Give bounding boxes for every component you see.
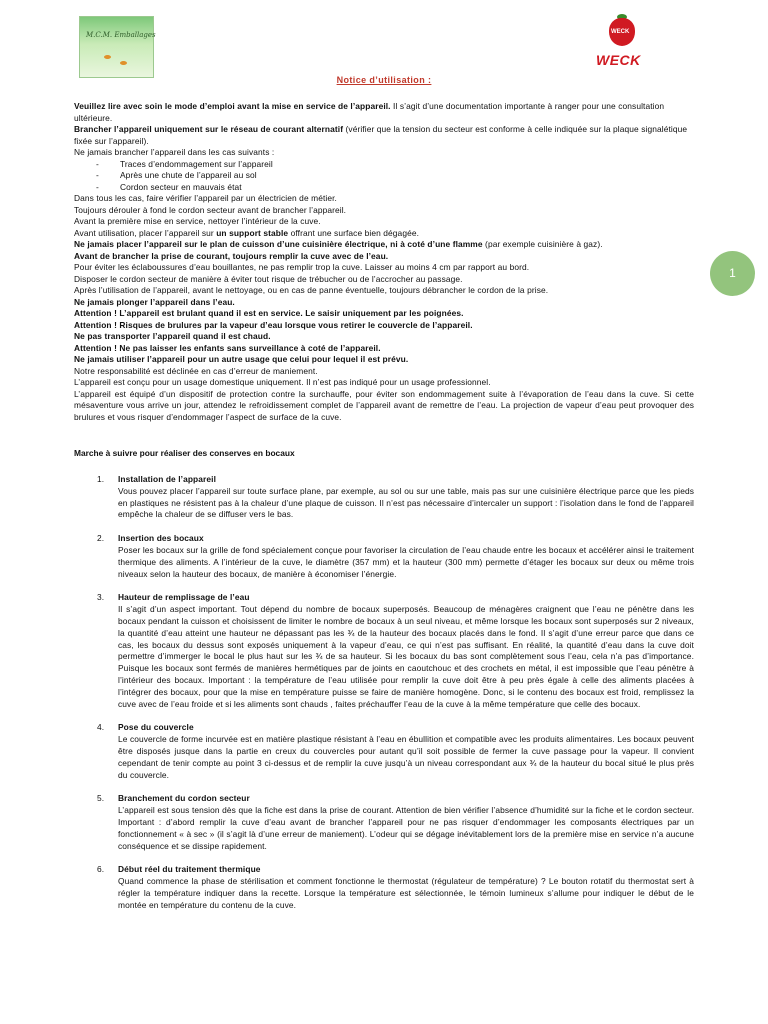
paragraph: L’appareil est conçu pour un usage domestique uniquement. Il n’est pas indiqué pour un usage professionnel. [74, 377, 491, 387]
step-heading: Branchement du cordon secteur [118, 793, 250, 804]
logo-brand-text: WECK [596, 52, 641, 68]
paragraph: L’appareil est équipé d’un dispositif de protection contre la surchauffe, pour éviter son endommagement suite à l’évaporation de l’eau dans la cuve. Si cette mésaventure vous arrive un jour, attendez le refroidissement complet de l’appareil avant de remettre de l’eau. La projection de vapeur d’eau peut provoquer des brulures et vous risquer d’endommager l’aspect de surface de la cuve. [74, 388, 694, 422]
step-number: 3. [97, 592, 105, 603]
warning-line: Attention ! L’appareil est brulant quand il est en service. Le saisir uniquement par les poignées. [74, 308, 464, 318]
step-number: 4. [97, 722, 105, 733]
step-number: 5. [97, 793, 105, 804]
step-heading: Hauteur de remplissage de l’eau [118, 592, 250, 603]
condition-list [74, 159, 694, 194]
bold-text: Brancher l’appareil uniquement sur le réseau de courant alternatif [74, 124, 344, 134]
section-title: Marche à suivre pour réaliser des conserves en bocaux [74, 448, 295, 458]
step-item [97, 864, 694, 911]
step-item [97, 722, 694, 781]
warning-line: Attention ! Ne pas laisser les enfants sans surveillance à coté de l’appareil. [74, 342, 381, 353]
paragraph: Avant de brancher la prise de courant, toujours remplir la cuve avec de l’eau. [74, 250, 389, 261]
step-text: Quand commence la phase de stérilisation et comment fonctionne le thermostat (régulateur de température) ? Le bouton rotatif du thermostat sert à régler la température indiquer dans la recette. Lorsque la température est sélectionnée, le témoin lumineux s’allume pour indiquer le début de le montée en température du contenu de la cuve. [118, 876, 694, 910]
paragraph: Après l’utilisation de l’appareil, avant le nettoyage, ou en cas de panne éventuelle, toujours débrancher le cordon de la prise. [74, 285, 549, 295]
step-heading: Début réel du traitement thermique [118, 864, 261, 875]
text: Il s’agit d’une documentation importante à ranger pour une consultation ultérieure. [74, 101, 665, 123]
step-text: Il s’agit d’un aspect important. Tout dépend du nombre de bocaux superposés. Beaucoup de ménagères craignent que l’eau ne pénètre dans les bocaux pendant la cuisson et choisissent de limiter le nombre de bocaux à un seul niveau, et même lorsque les bocaux sont superposés sur 2 niveaux, la quantité d’eau atteint une hauteur ne dépassant pas les ¾ de la hauteur des bocaux placés dans le fond. Il s’agit d’une erreur parce que dans ce cas, les bocaux du dessus sont exposés uniquement à la vapeur d’eau, ce qui n’est pas suffisant. En réalité, la quantité d’eau dans la cuve doit permettre d’immerger le bocal le plus haut sur les ¾ de sa hauteur. Si les bocaux du bas sont complètement sous l’eau, cela n’a pas d’importance. Puisque les bocaux sont fermés de manières hermétiques par de joints en caoutchouc et des crochets en métal, il est impossible que l’eau pénètre à l’intérieur des bocaux. Important : la température de l’eau utilisée pour remplir la cuve doit être à peu près égale à celle des aliments placées à l’intégrer des bocaux, pour que la mise en température puisse se faire de manière homogène. Donc, si le contenu des bocaux est froid, remplissez la cuve avec de l’eau froide et si les aliments sont chauds , faites préchauffer l’eau de la cuve à la même température que celle des bocaux. [118, 604, 694, 709]
intro-text [74, 101, 694, 423]
mcm-emballages-logo [79, 16, 154, 78]
list-item: - Traces d’endommagement sur l’appareil [96, 158, 273, 169]
paragraph [74, 124, 694, 147]
goldfish-icon [104, 55, 111, 59]
step-text: L’appareil est sous tension dès que la fiche est dans la prise de courant. Attention de bien vérifier l’absence d’humidité sur la fiche et le cordon secteur. Important : d’abord remplir la cuve d’eau avant de brancher l’appareil pour ne pas risquer d’endommager les composants électriques par un fonctionnement « à sec » (il s’agit là d’une erreur de maniement). L’odeur qui se dégage inévitablement lors de la première mise en service n’a aucune conséquence et se dissipe rapidement. [118, 805, 694, 851]
step-number: 1. [97, 474, 105, 484]
step-item [97, 793, 694, 852]
step-text: Vous pouvez placer l’appareil sur toute surface plane, par exemple, au sol ou sur une table, mais pas sur une cuisinière électrique parce que les pieds en plastiques ne résistent pas à la chaleur d’une plaque de cuisson. Il n’est pas nécessaire d’intercaler un support : l’isolation dans le fond de l’appareil empêche la chaleur de se diffuser vers le bas. [118, 485, 694, 520]
paragraph: Dans tous les cas, faire vérifier l’appareil par un électricien de métier. [74, 193, 337, 203]
step-text: Le couvercle de forme incurvée est en matière plastique résistant à l’eau en ébullition et compatible avec les produits alimentaires. Les bocaux peuvent être disposés jusque dans la partie en creux du couvercles pour autant qu’il soit possible de fermer la cuve passage pour la vapeur. Il convient cependant de tenir compte au point 3 ci-dessus et de remplir la cuve jusqu’à un niveau correspondant aux ¾ de la hauteur du bocal situé le plus près du couvercle. [118, 734, 694, 780]
paragraph: Avant la première mise en service, nettoyer l’intérieur de la cuve. [74, 216, 321, 226]
paragraph: Ne jamais placer l’appareil sur le plan de cuisson d’une cuisinière électrique, ni à coté d’une flamme (par exemple cuisinière à gaz). [74, 239, 603, 249]
paragraph: Notre responsabilité est déclinée en cas d’erreur de maniement. [74, 365, 318, 376]
page-title: Notice d’utilisation : [336, 75, 432, 85]
step-heading: Insertion des bocaux [118, 533, 204, 544]
step-heading: Pose du couvercle [118, 722, 194, 733]
bold-text: Veuillez lire avec soin le mode d’emploi avant la mise en service de l’appareil. [74, 101, 391, 111]
paragraph: Toujours dérouler à fond le cordon secteur avant de brancher l’appareil. [74, 204, 347, 215]
warning-line: Ne jamais plonger l’appareil dans l’eau. [74, 296, 235, 307]
paragraph [74, 101, 694, 124]
paragraph: Disposer le cordon secteur de manière à éviter tout risque de trébucher ou de l’accrocher au passage. [74, 273, 463, 284]
goldfish-icon [120, 61, 127, 65]
list-item: - Après une chute de l’appareil au sol [96, 170, 257, 180]
logo-left-text: M.C.M. Emballages [86, 31, 156, 39]
list-item: - Cordon secteur en mauvais état [96, 181, 242, 192]
warning-line: Attention ! Risques de brulures par la vapeur d’eau lorsque vous retirer le couvercle de l’appareil. [74, 319, 473, 330]
steps-list [97, 474, 694, 924]
step-number: 2. [97, 533, 105, 544]
step-text: Poser les bocaux sur la grille de fond spécialement conçue pour favoriser la circulation de l’eau chaude entre les bocaux et accélérer ainsi le traitement thermique des aliments. A l’intérieur de la cuve, le diamètre (357 mm) et la hauteur (300 mm) permette d’étager les bocaux sur deux ou même trois niveaux selon la hauteur des bocaux, de manière à économiser l’énergie. [118, 544, 694, 579]
logo-berry-text: WECK [611, 29, 630, 35]
paragraph: Avant utilisation, placer l’appareil sur un support stable offrant une surface bien dégagée. [74, 227, 420, 238]
step-item [97, 533, 694, 580]
step-heading: Installation de l’appareil [118, 474, 217, 484]
text: (vérifier que la tension du secteur est conforme à celle indiquée sur la plaque signalétique fixée sur l’appareil). [74, 124, 688, 146]
paragraph: Pour éviter les éclaboussures d’eau bouillantes, ne pas remplir trop la cuve. Laisser au moins 4 cm par rapport au bord. [74, 262, 530, 272]
step-item [97, 474, 694, 521]
warning-line: Ne jamais utiliser l’appareil pour un autre usage que celui pour lequel il est prévu. [74, 354, 409, 364]
step-item [97, 592, 694, 710]
page-number-badge: 1 [710, 251, 755, 296]
paragraph: Ne jamais brancher l’appareil dans les cas suivants : [74, 147, 275, 157]
weck-logo [592, 16, 652, 71]
step-number: 6. [97, 864, 105, 875]
warning-line: Ne pas transporter l’appareil quand il est chaud. [74, 331, 271, 341]
